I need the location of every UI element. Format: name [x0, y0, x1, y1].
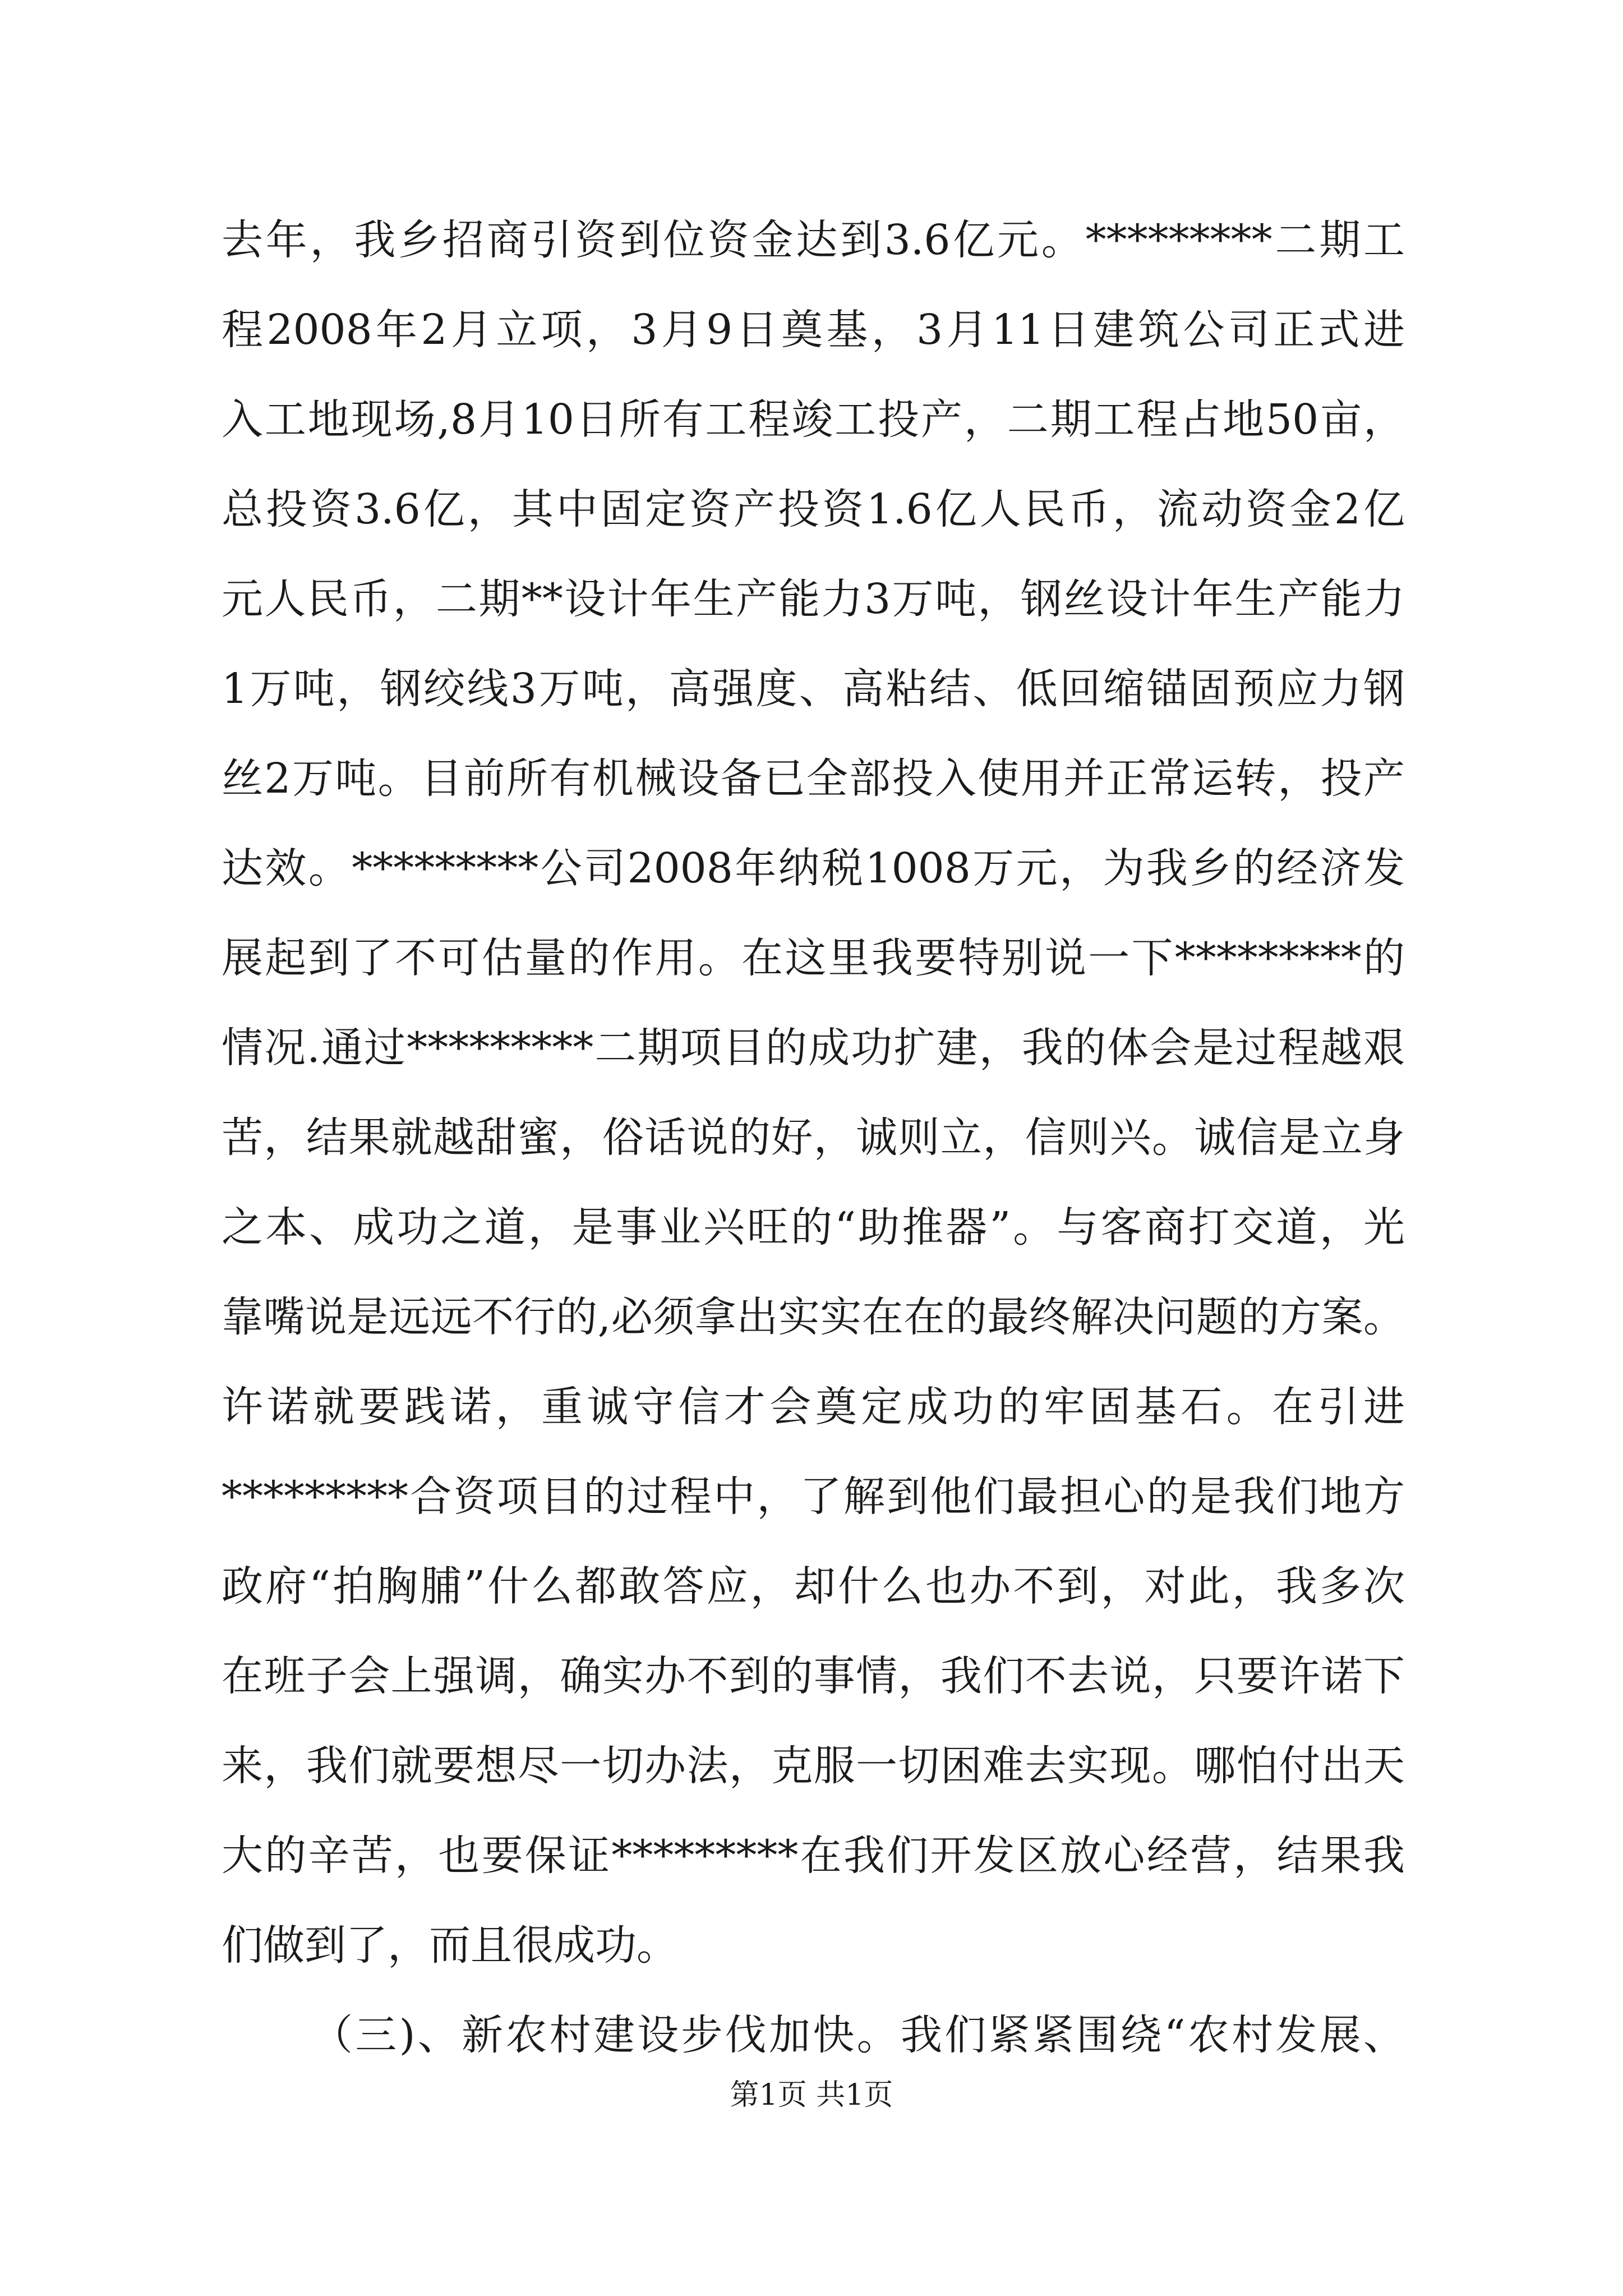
body-line: 之本、成功之道，是事业兴旺的“助推器”。与客商打交道，光: [222, 1203, 1405, 1251]
body-line: 元人民币，二期**设计年生产能力3万吨，钢丝设计年生产能力: [222, 575, 1405, 623]
body-line: 在班子会上强调，确实办不到的事情，我们不去说，只要许诺下: [222, 1652, 1405, 1700]
body-line: 大的辛苦，也要保证*********在我们开发区放心经营，结果我: [222, 1832, 1405, 1880]
body-line: 苦，结果就越甜蜜，俗话说的好，诚则立，信则兴。诚信是立身: [222, 1114, 1405, 1162]
section-heading-line: （三)、新农村建设步伐加快。我们紧紧围绕“农村发展、: [311, 2011, 1405, 2059]
body-line: *********合资项目的过程中，了解到他们最担心的是我们地方: [222, 1473, 1405, 1521]
body-line: 们做到了，而且很成功。: [222, 1921, 678, 1970]
body-line: 来，我们就要想尽一切办法，克服一切困难去实现。哪怕付出天: [222, 1742, 1405, 1790]
body-line: 1万吨，钢绞线3万吨，高强度、高粘结、低回缩锚固预应力钢: [222, 665, 1405, 713]
body-line: 情况.通过*********二期项目的成功扩建，我的体会是过程越艰: [222, 1024, 1405, 1072]
body-line: 入工地现场,8月10日所有工程竣工投产，二期工程占地50亩，: [222, 395, 1405, 444]
body-line: 丝2万吨。目前所有机械设备已全部投入使用并正常运转，投产: [222, 754, 1405, 803]
body-line: 达效。*********公司2008年纳税1008万元，为我乡的经济发: [222, 844, 1405, 892]
body-line: 许诺就要践诺，重诚守信才会奠定成功的牢固基石。在引进: [222, 1383, 1405, 1431]
body-line: 总投资3.6亿，其中固定资产投资1.6亿人民币，流动资金2亿: [222, 485, 1405, 533]
body-line: 去年，我乡招商引资到位资金达到3.6亿元。*********二期工: [222, 216, 1405, 264]
body-line: 政府“拍胸脯”什么都敢答应，却什么也办不到，对此，我多次: [222, 1562, 1405, 1611]
body-line: 靠嘴说是远远不行的,必须拿出实实在在的最终解决问题的方案。: [222, 1293, 1405, 1341]
page-footer: 第1页 共1页: [730, 2078, 893, 2112]
body-line: 展起到了不可估量的作用。在这里我要特别说一下*********的: [222, 934, 1405, 982]
body-line: 程2008年2月立项，3月9日奠基，3月11日建筑公司正式进: [222, 306, 1405, 354]
